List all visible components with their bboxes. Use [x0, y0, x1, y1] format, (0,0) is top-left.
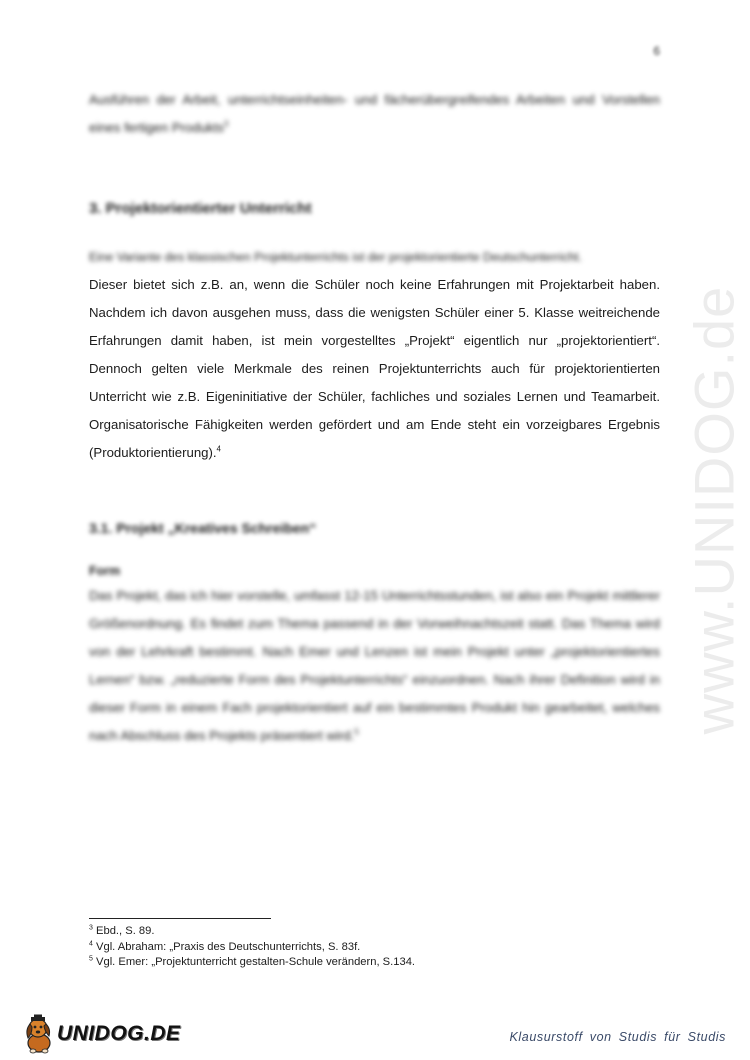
intro-paragraph: [89, 86, 660, 142]
footnote-number: 4: [89, 939, 93, 947]
subsection-body-text: Das Projekt, das ich hier vorstelle, umfasst 12-15 Unterrichtsstunden, ist also ein Projekt mittlerer Größenordnung. Es findet zum Thema passend in der Vorweihnachtszeit statt. Das Thema wird von der Lehrkraft bestimmt. Nach Emer und Lenzen ist mein Projekt unter „projektorientiertes Lernen“ bzw. „reduzierte Form des Projektunterrichts“ einzuordnen. Nach ihrer Definition wird in dieser Form in einem Fach projektorientiert auf ein bestimmtes Produkt hin gearbeitet, welches nach Abschluss des Projekts präsentiert wird.: [89, 588, 660, 743]
section-first-line: Eine Variante des klassischen Projektunterrichts ist der projektorientierte Deutschunterricht.: [89, 250, 582, 264]
section-heading: 3. Projektorientierter Unterricht: [89, 200, 312, 217]
section-3: [89, 200, 660, 467]
subsection-subheading: Form: [89, 564, 121, 578]
footer-tagline: Klausurstoff von Studis für Studis: [509, 1030, 726, 1044]
footnote-separator: [89, 918, 271, 919]
footnote-item: [89, 940, 660, 956]
dog-mascot-icon: [22, 1014, 56, 1054]
footnote-item: [89, 955, 660, 971]
footnote-ref: 3: [223, 119, 229, 129]
subsection-heading: 3.1. Projekt „Kreatives Schreiben“: [89, 520, 317, 536]
subsection-body: [89, 582, 660, 750]
section-body-text: Dieser bietet sich z.B. an, wenn die Schüler noch keine Erfahrungen mit Projektarbeit haben. Nachdem ich davon ausgehen muss, dass die wenigsten Schüler einer 5. Klasse weitreichende Erfahrungen damit haben, ist mein vorgestelltes „Projekt“ eigentlich nur „projektorientiert“. Dennoch gelten viele Merkmale des reinen Projektunterrichts auch für projektorientierten Unterricht wie z.B. Eigeninitiative der Schüler, fachliches und soziales Lernen und Teamarbeit. Organisatorische Fähigkeiten werden gefördert und am Ende steht ein vorzeigbares Ergebnis (Produktorientierung).: [89, 277, 660, 460]
footnote-number: 5: [89, 955, 93, 963]
unidog-logo[interactable]: [22, 1014, 181, 1054]
page-number: 6: [653, 44, 660, 58]
watermark-text: www.UNIDOG.de: [682, 285, 746, 735]
footnote-item: [89, 924, 660, 940]
footnote-text: Vgl. Abraham: „Praxis des Deutschunterrichts, S. 83f.: [96, 940, 361, 953]
intro-text: Ausführen der Arbeit, unterrichtseinheiten- und fächerübergreifendes Arbeiten und Vorstellen eines fertigen Produkts: [89, 92, 660, 135]
section-body: [89, 271, 660, 467]
footnotes: [89, 924, 660, 971]
footnote-ref: 5: [354, 727, 359, 737]
section-3-1: [89, 520, 660, 750]
footnote-text: Vgl. Emer: „Projektunterricht gestalten-Schule verändern, S.134.: [96, 956, 416, 968]
footnote-text: Ebd., S. 89.: [96, 925, 155, 937]
logo-text: UNIDOG.DE: [57, 1022, 181, 1045]
footnote-number: 3: [89, 924, 93, 932]
footnote-ref: 4: [216, 444, 221, 454]
